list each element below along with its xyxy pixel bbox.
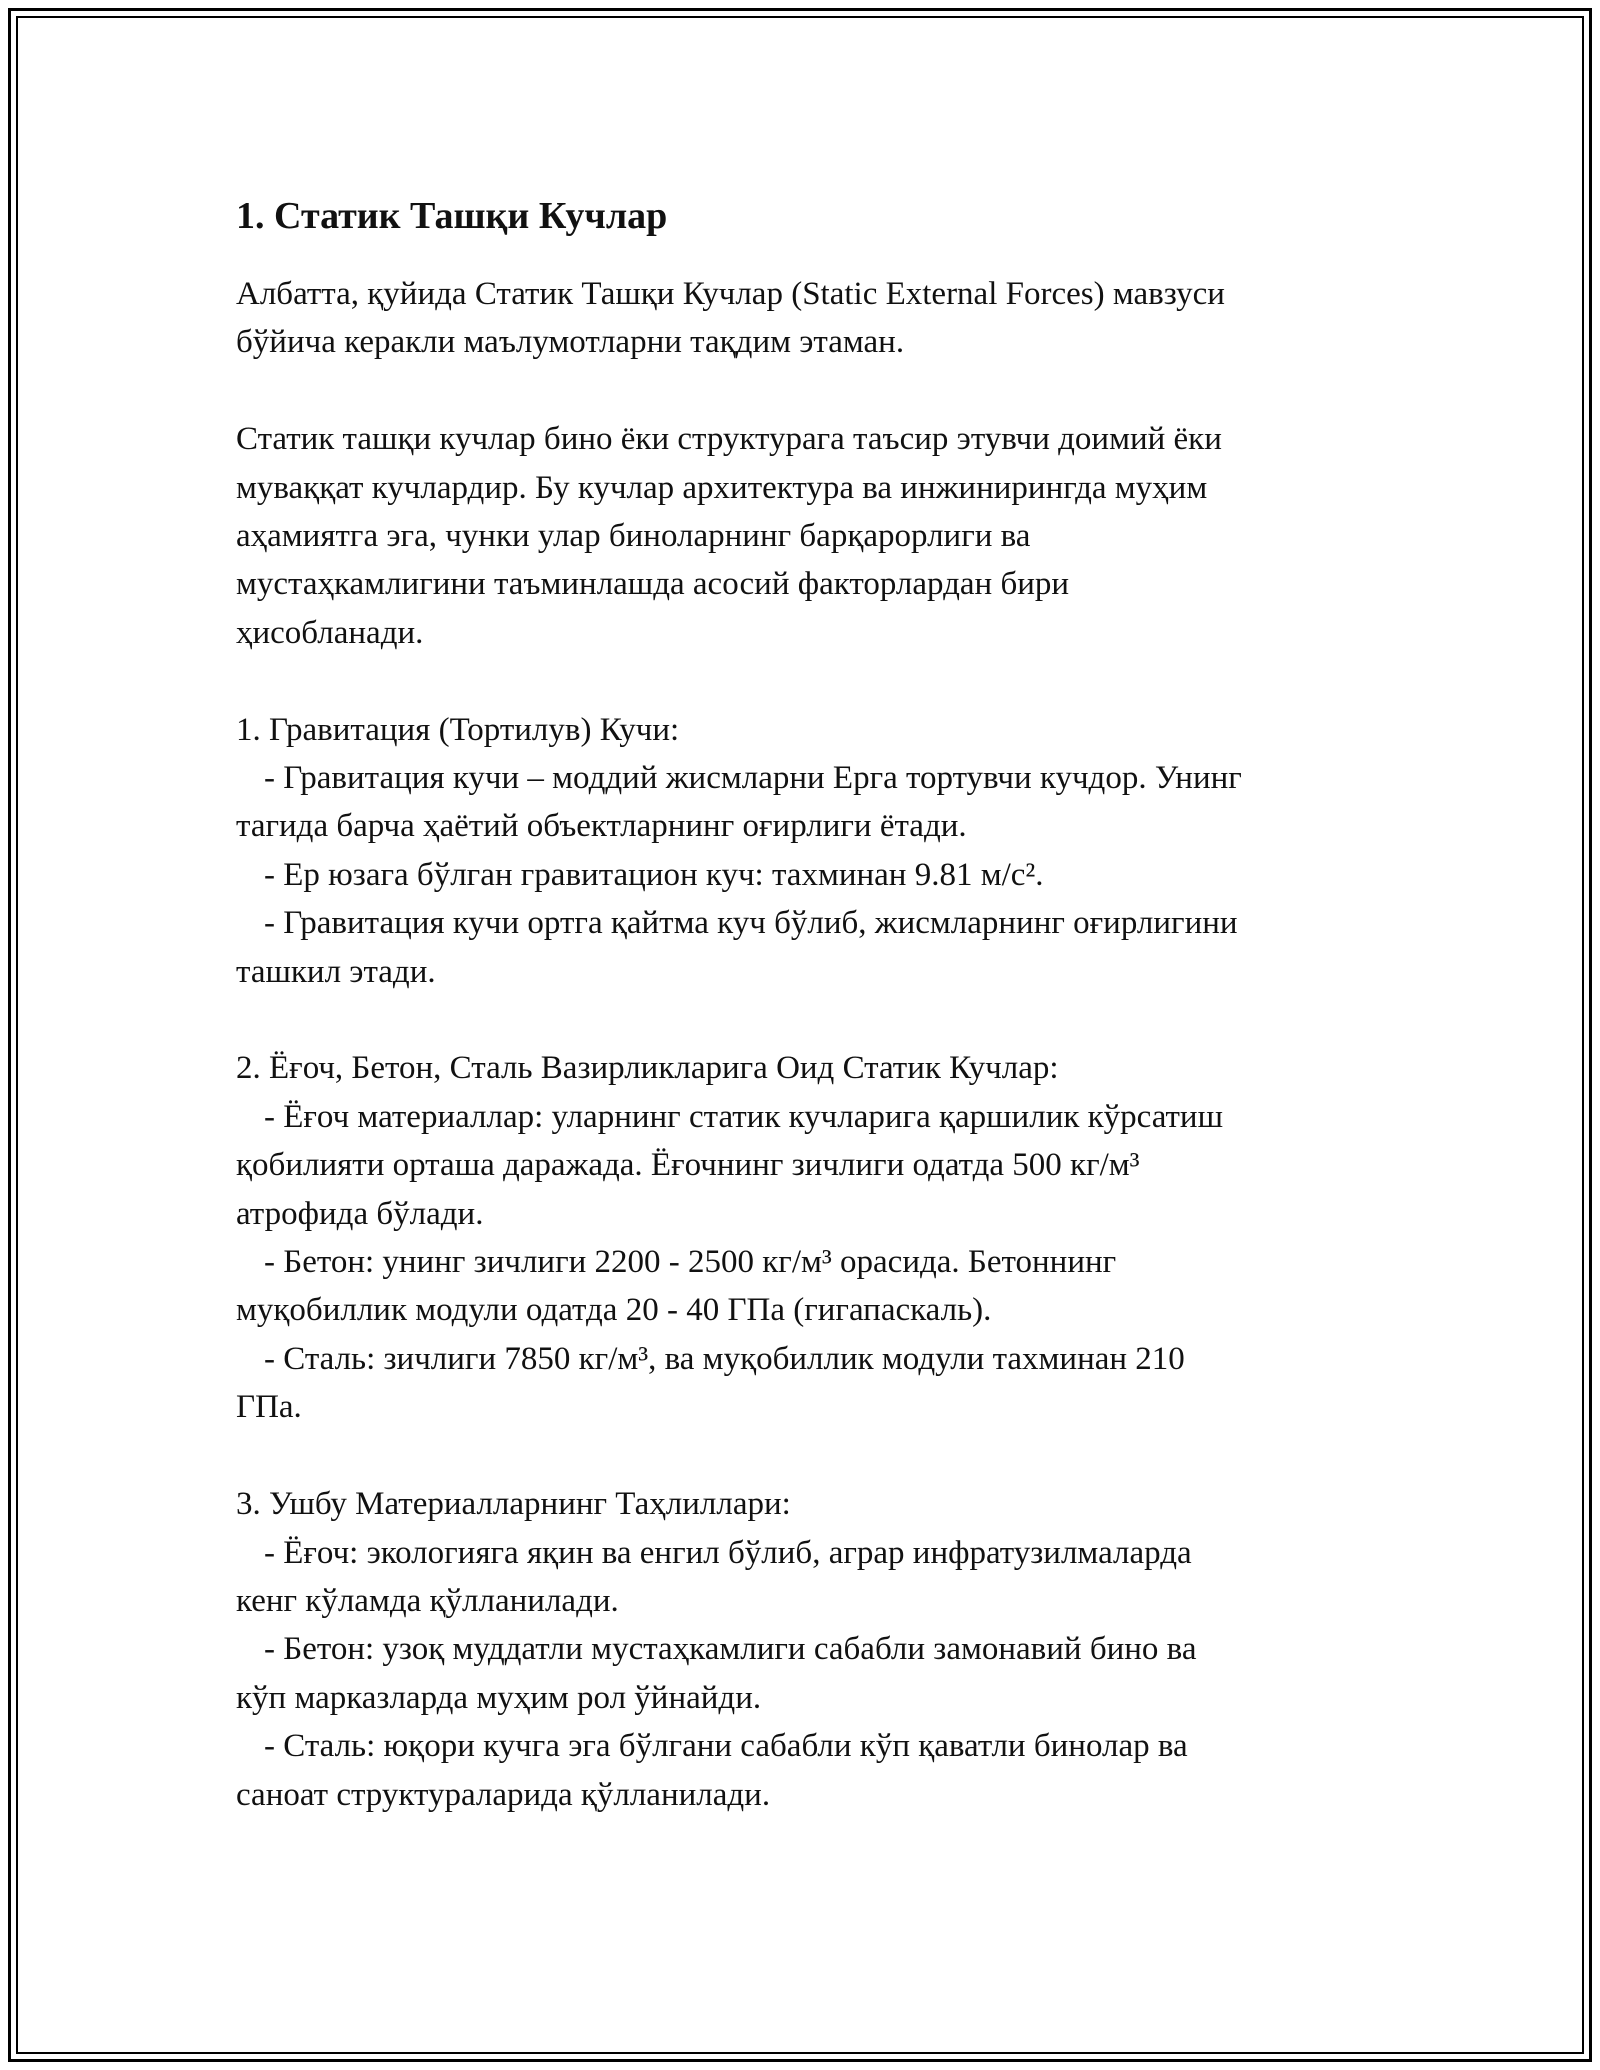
list-item-continuation: саноат структураларида қўлланилади. bbox=[236, 1776, 771, 1813]
list-item-continuation: тагида барча ҳаётий объектларнинг оғирлиги ётади. bbox=[236, 808, 967, 845]
section-gravity bbox=[236, 706, 1376, 996]
overview-line: Статик ташқи кучлар бино ёки структурага таъсир этувчи доимий ёки bbox=[236, 421, 1222, 458]
paragraph-gap bbox=[236, 657, 1376, 705]
section-heading: 1. Гравитация (Тортилув) Кучи: bbox=[236, 711, 680, 748]
list-item-continuation: кўп марказларда муҳим рол ўйнайди. bbox=[236, 1679, 762, 1716]
overview-line: аҳамиятга эга, чунки улар биноларнинг барқарорлиги ва bbox=[236, 518, 1031, 555]
list-item-continuation: қобилияти орташа даражада. Ёғочнинг зичлиги одатда 500 кг/м³ bbox=[236, 1147, 1140, 1184]
list-item: - Бетон: унинг зичлиги 2200 - 2500 кг/м³ орасида. Бетоннинг bbox=[264, 1244, 1117, 1281]
list-item-continuation: атрофида бўлади. bbox=[236, 1195, 484, 1232]
list-item-continuation: ГПа. bbox=[236, 1389, 302, 1426]
section-analysis bbox=[236, 1480, 1376, 1819]
overview-paragraph bbox=[236, 415, 1376, 657]
intro-line: Албатта, қуйида Статик Ташқи Кучлар (Static External Forces) мавзуси bbox=[236, 276, 1225, 312]
list-item: - Ёғоч: экологияга яқин ва енгил бўлиб, аграр инфратузилмаларда bbox=[264, 1534, 1192, 1571]
section-materials bbox=[236, 1044, 1376, 1431]
list-item: - Сталь: зичлиги 7850 кг/м³, ва муқобиллик модули тахминан 210 bbox=[264, 1340, 1185, 1377]
list-item-continuation: муқобиллик модули одатда 20 - 40 ГПа (гигапаскаль). bbox=[236, 1292, 992, 1329]
list-item-continuation: ташкил этади. bbox=[236, 953, 436, 990]
overview-line: ҳисобланади. bbox=[236, 614, 424, 651]
list-item: - Гравитация кучи ортга қайтма куч бўлиб, жисмларнинг оғирлигини bbox=[264, 905, 1238, 942]
list-item: - Бетон: узоқ муддатли мустаҳкамлиги сабабли замонавий бино ва bbox=[264, 1631, 1197, 1668]
document-title: 1. Статик Ташқи Кучлар bbox=[236, 195, 668, 237]
list-item: - Ёғоч материаллар: уларнинг статик кучларига қаршилик кўрсатиш bbox=[264, 1098, 1223, 1135]
list-item: - Ер юзага бўлган гравитацион куч: тахминан 9.81 м/с². bbox=[264, 856, 1044, 893]
section-heading: 2. Ёғоч, Бетон, Сталь Вазирликларига Оид Статик Кучлар: bbox=[236, 1050, 1059, 1087]
paragraph-gap bbox=[236, 367, 1376, 415]
document-body bbox=[236, 188, 1376, 1819]
section-heading: 3. Ушбу Материалларнинг Таҳлиллари: bbox=[236, 1486, 791, 1523]
overview-line: мустаҳкамлигини таъминлашда асосий факторлардан бири bbox=[236, 566, 1070, 603]
paragraph-gap bbox=[236, 1432, 1376, 1480]
list-item: - Сталь: юқори кучга эга бўлгани сабабли кўп қаватли бинолар ва bbox=[264, 1728, 1188, 1765]
list-item: - Гравитация кучи – моддий жисмларни Ерга тортувчи кучдор. Унинг bbox=[264, 760, 1242, 797]
overview-line: муваққат кучлардир. Бу кучлар архитектура ва инжинирингда муҳим bbox=[236, 469, 1208, 506]
list-item-continuation: кенг кўламда қўлланилади. bbox=[236, 1582, 619, 1619]
intro-line: бўйича керакли маълумотларни тақдим этаман. bbox=[236, 324, 905, 361]
intro-paragraph bbox=[236, 270, 1376, 367]
paragraph-gap bbox=[236, 996, 1376, 1044]
